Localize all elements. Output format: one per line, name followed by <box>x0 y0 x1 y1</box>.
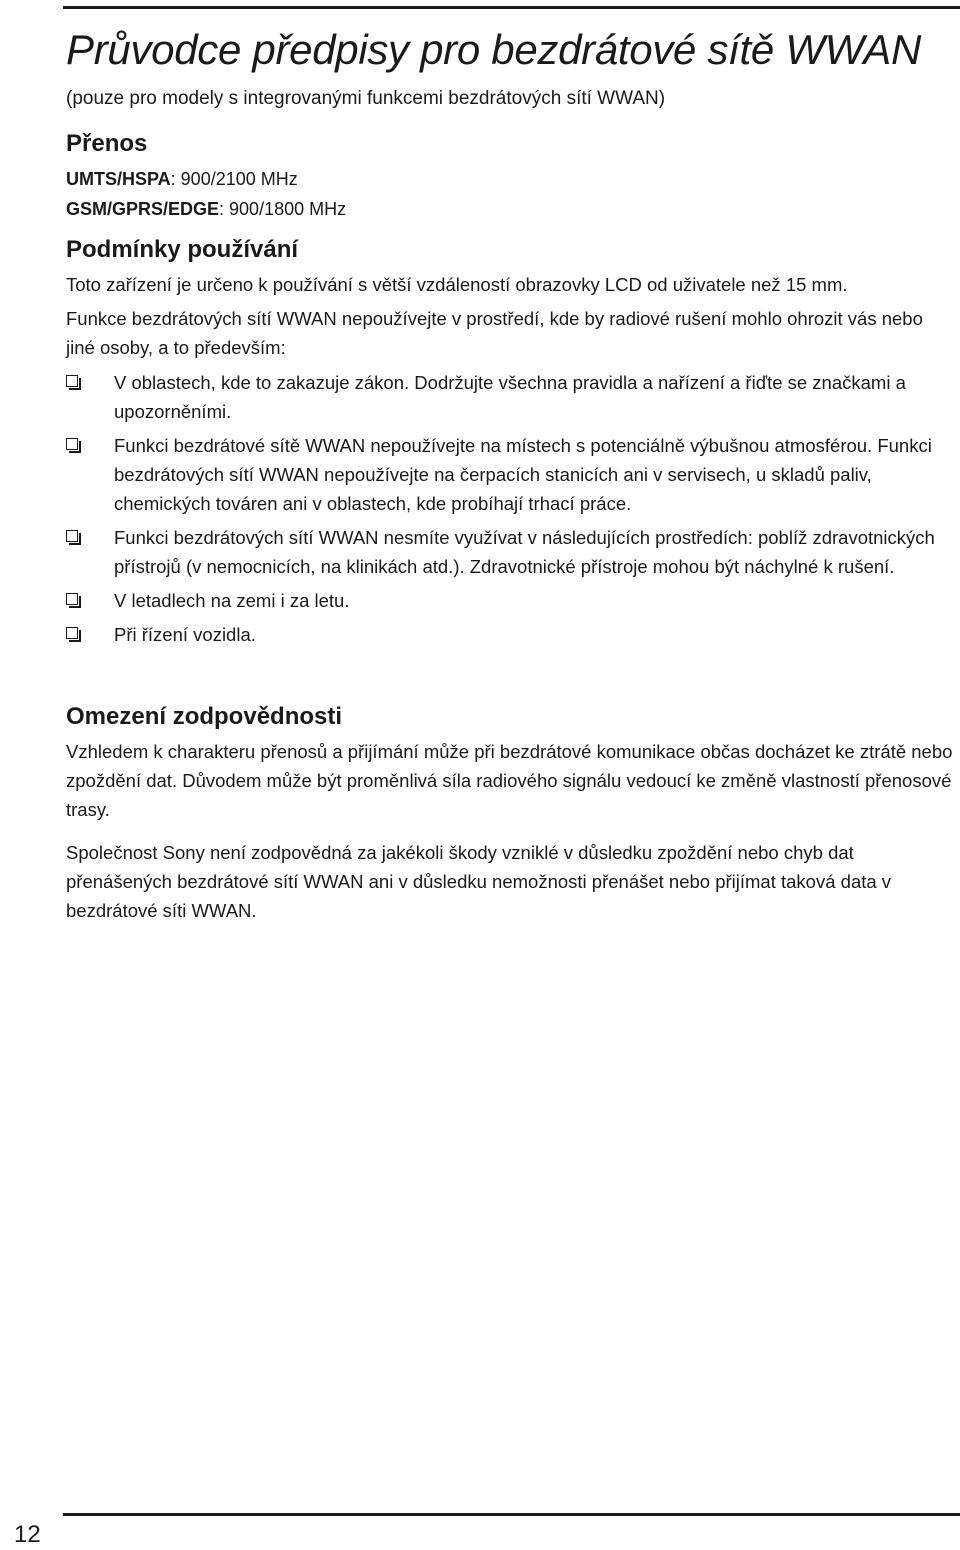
checkbox-bullet-icon <box>66 530 78 542</box>
disclaimer-paragraph: Společnost Sony není zodpovědná za jakékoli škody vzniklé v důsledku zpoždění nebo chyb dat přenášených bezdrátové sítí WWAN ani v důsledku nemožnosti přenášet nebo přijímat taková data v bezdrátové síti WWAN. <box>66 842 892 921</box>
disclaimer-paragraph: Vzhledem k charakteru přenosů a přijímání může při bezdrátové komunikace občas docházet ke ztrátě nebo zpoždění dat. Důvodem může být proměnlivá síla radiového signálu vedoucí ke změně vlastností přenosové trasy. <box>66 741 953 820</box>
list-item-text: Funkci bezdrátových sítí WWAN nesmíte využívat v následujících prostředích: poblíž zdravotnických přístrojů (v nemocnicích, na klinikách atd.). Zdravotnické přístroje mohou být náchylné k rušení. <box>114 527 935 577</box>
spec-label: GSM/GPRS/EDGE <box>66 199 220 219</box>
checkbox-bullet-icon <box>66 593 78 605</box>
usage-paragraph: Funkce bezdrátových sítí WWAN nepoužívejte v prostředí, kde by radiové rušení mohlo ohrozit vás nebo jiné osoby, a to především: <box>66 308 923 358</box>
usage-bullet-list <box>66 368 956 649</box>
spec-value: : 900/1800 MHz <box>219 199 347 219</box>
list-item <box>66 620 956 649</box>
checkbox-bullet-icon <box>66 438 78 450</box>
checkbox-bullet-icon <box>66 375 78 387</box>
spec-umts <box>66 164 956 194</box>
top-rule <box>63 6 960 9</box>
subtitle: (pouze pro modely s integrovanými funkcemi bezdrátových sítí WWAN) <box>66 88 666 109</box>
spec-gsm <box>66 194 956 224</box>
usage-heading: Podmínky používání <box>66 236 299 263</box>
list-item-text: Při řízení vozidla. <box>114 624 256 645</box>
transmission-heading: Přenos <box>66 130 148 157</box>
list-item <box>66 586 956 615</box>
list-item-text: Funkci bezdrátové sítě WWAN nepoužívejte na místech s potenciálně výbušnou atmosférou. Funkci bezdrátových sítí WWAN nepoužívejte na čerpacích stanicích ani v servisech, u skladů paliv, chemických továren ani v oblastech, kde probíhají trhací práce. <box>114 435 932 514</box>
bottom-rule <box>63 1513 960 1516</box>
list-item <box>66 523 956 581</box>
document-content <box>66 24 956 939</box>
disclaimer-heading: Omezení zodpovědnosti <box>66 703 343 730</box>
spec-list <box>66 164 956 224</box>
list-item-text: V oblastech, kde to zakazuje zákon. Dodržujte všechna pravidla a nařízení a řiďte se značkami a upozorněními. <box>114 372 906 422</box>
spec-value: : 900/2100 MHz <box>170 169 298 189</box>
list-item <box>66 431 956 518</box>
page-title: Průvodce předpisy pro bezdrátové sítě WWAN <box>66 26 922 73</box>
page-number: 12 <box>14 1521 41 1548</box>
spec-label: UMTS/HSPA <box>66 169 171 189</box>
disclaimer-section <box>66 701 956 925</box>
list-item-text: V letadlech na zemi i za letu. <box>114 590 350 611</box>
list-item <box>66 368 956 426</box>
checkbox-bullet-icon <box>66 627 78 639</box>
usage-paragraph: Toto zařízení je určeno k používání s větší vzdáleností obrazovky LCD od uživatele než 15 mm. <box>66 274 848 295</box>
